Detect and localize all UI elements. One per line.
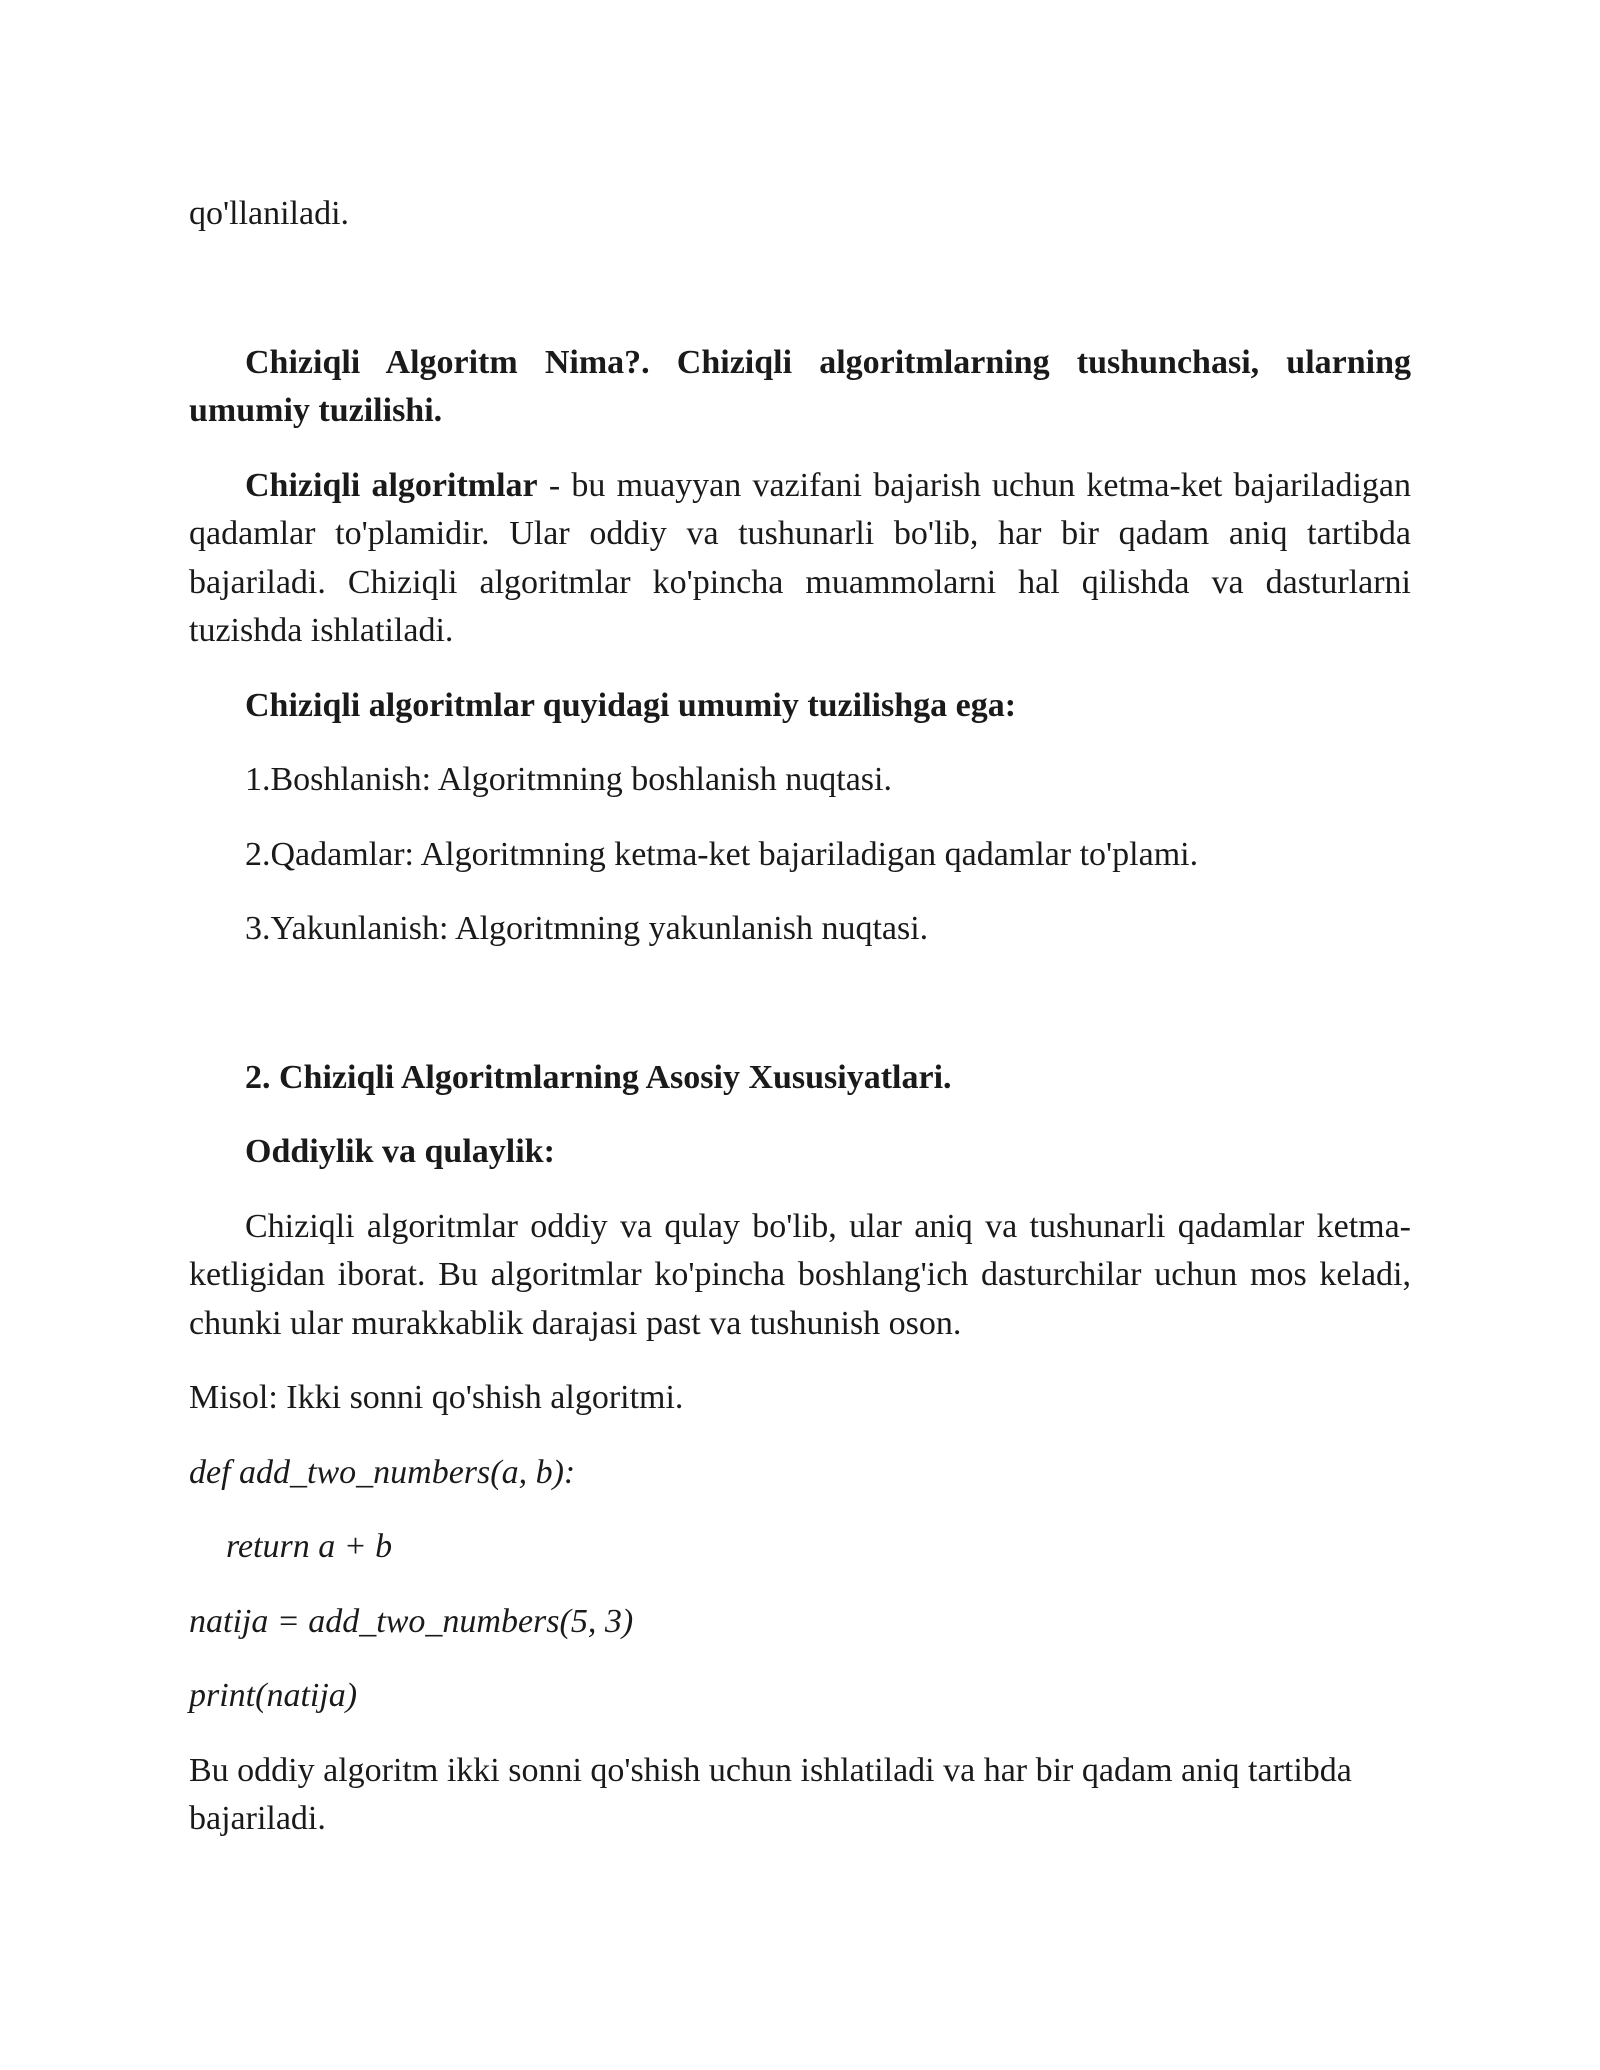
structure-heading: Chiziqli algoritmlar quyidagi umumiy tuzilishga ega: [245, 686, 1017, 724]
code-line-2: return a + b [226, 1528, 393, 1565]
definition-term: Chiziqli algoritmlar [245, 466, 538, 504]
code-line-3: natija = add_two_numbers(5, 3) [189, 1602, 634, 1640]
section2-subheading: Oddiylik va qulaylik: [245, 1133, 555, 1170]
carryover-text: qo'llaniladi. [189, 195, 350, 232]
structure-item-3: 3.Yakunlanish: Algoritmning yakunlanish nuqtasi. [245, 910, 929, 947]
definition-text: - bu muayyan vazifani bajarish uchun ketma-ket bajariladigan qadamlar to'plamidir. Ular oddiy va tushunarli bo'lib, har bir qadam aniq tartibda bajariladi. Chiziqli algoritmlar ko'pincha muammolarni hal qilishda va dasturlarni tuzishda ishlatiladi. [189, 466, 1411, 649]
code-line-1: def add_two_numbers(a, b): [189, 1453, 576, 1491]
section2-paragraph: Chiziqli algoritmlar oddiy va qulay bo'lib, ular aniq va tushunarli qadamlar ketma-ketligidan iborat. Bu algoritmlar ko'pincha boshlang'ich dasturchilar uchun mos keladi, chunki ular murakkablik darajasi past va tushunish oson. [189, 1207, 1411, 1342]
section2-heading: 2. Chiziqli Algoritmlarning Asosiy Xususiyatlari. [245, 1058, 952, 1096]
code-line-4: print(natija) [189, 1677, 358, 1714]
conclusion-paragraph: Bu oddiy algoritm ikki sonni qo'shish uchun ishlatiladi va har bir qadam aniq tartibda bajariladi. [189, 1751, 1352, 1837]
definition-paragraph [189, 462, 1411, 656]
example-label: Misol: Ikki sonni qo'shish algoritmi. [189, 1379, 684, 1416]
structure-item-1: 1.Boshlanish: Algoritmning boshlanish nuqtasi. [245, 761, 892, 798]
document-page [189, 190, 1411, 1844]
section1-heading: Chiziqli Algoritm Nima?. Chiziqli algoritmlarning tushunchasi, ularning umumiy tuzilishi. [189, 343, 1411, 429]
structure-item-2: 2.Qadamlar: Algoritmning ketma-ket bajariladigan qadamlar to'plami. [245, 835, 1199, 873]
